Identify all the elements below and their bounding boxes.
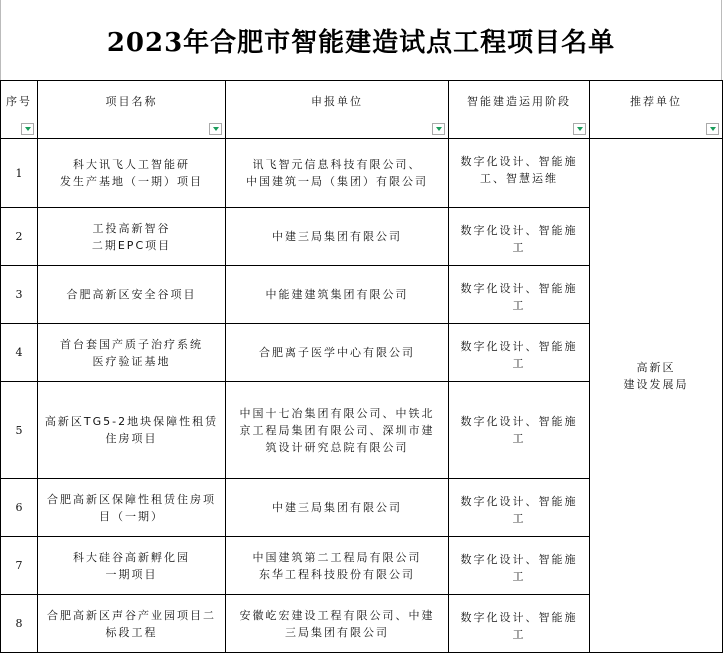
recommender: 高新区 建设发展局 (590, 139, 723, 653)
row-no: 4 (1, 324, 38, 382)
application-stage: 数字化设计、智能施 工、智慧运维 (449, 139, 590, 208)
project-name: 科大讯飞人工智能研 发生产基地（一期）项目 (38, 139, 226, 208)
project-name: 合肥高新区保障性租赁住房项 目（一期） (38, 479, 226, 537)
project-name: 合肥高新区安全谷项目 (38, 266, 226, 324)
filter-dropdown-icon[interactable] (573, 123, 586, 135)
applicant-unit: 中能建建筑集团有限公司 (226, 266, 449, 324)
header-name: 项目名称 (38, 81, 226, 139)
applicant-unit: 中国十七冶集团有限公司、中铁北 京工程局集团有限公司、深圳市建 筑设计研究总院有限公司 (226, 382, 449, 479)
row-no: 2 (1, 208, 38, 266)
application-stage: 数字化设计、智能施 工 (449, 266, 590, 324)
project-table (0, 80, 723, 653)
project-name: 合肥高新区声谷产业园项目二 标段工程 (38, 595, 226, 653)
application-stage: 数字化设计、智能施 工 (449, 479, 590, 537)
application-stage: 数字化设计、智能施 工 (449, 324, 590, 382)
filter-dropdown-icon[interactable] (706, 123, 719, 135)
project-name: 高新区TG5-2地块保障性租赁 住房项目 (38, 382, 226, 479)
table-row (1, 139, 723, 208)
page-title: 2023年合肥市智能建造试点工程项目名单 (0, 0, 722, 80)
applicant-unit: 讯飞智元信息科技有限公司、 中国建筑一局（集团）有限公司 (226, 139, 449, 208)
filter-dropdown-icon[interactable] (209, 123, 222, 135)
application-stage: 数字化设计、智能施 工 (449, 537, 590, 595)
header-recommender: 推荐单位 (590, 81, 723, 139)
header-stage: 智能建造运用阶段 (449, 81, 590, 139)
application-stage: 数字化设计、智能施 工 (449, 595, 590, 653)
applicant-unit: 合肥离子医学中心有限公司 (226, 324, 449, 382)
applicant-unit: 中建三局集团有限公司 (226, 208, 449, 266)
project-name: 工投高新智谷 二期EPC项目 (38, 208, 226, 266)
project-name: 科大硅谷高新孵化园 一期项目 (38, 537, 226, 595)
row-no: 1 (1, 139, 38, 208)
filter-dropdown-icon[interactable] (432, 123, 445, 135)
applicant-unit: 安徽屹宏建设工程有限公司、中建 三局集团有限公司 (226, 595, 449, 653)
application-stage: 数字化设计、智能施 工 (449, 382, 590, 479)
application-stage: 数字化设计、智能施 工 (449, 208, 590, 266)
header-row (1, 81, 723, 139)
row-no: 8 (1, 595, 38, 653)
project-name: 首台套国产质子治疗系统 医疗验证基地 (38, 324, 226, 382)
applicant-unit: 中国建筑第二工程局有限公司 东华工程科技股份有限公司 (226, 537, 449, 595)
row-no: 6 (1, 479, 38, 537)
header-unit: 申报单位 (226, 81, 449, 139)
row-no: 3 (1, 266, 38, 324)
row-no: 7 (1, 537, 38, 595)
header-no: 序号 (1, 81, 38, 139)
applicant-unit: 中建三局集团有限公司 (226, 479, 449, 537)
row-no: 5 (1, 382, 38, 479)
filter-dropdown-icon[interactable] (21, 123, 34, 135)
